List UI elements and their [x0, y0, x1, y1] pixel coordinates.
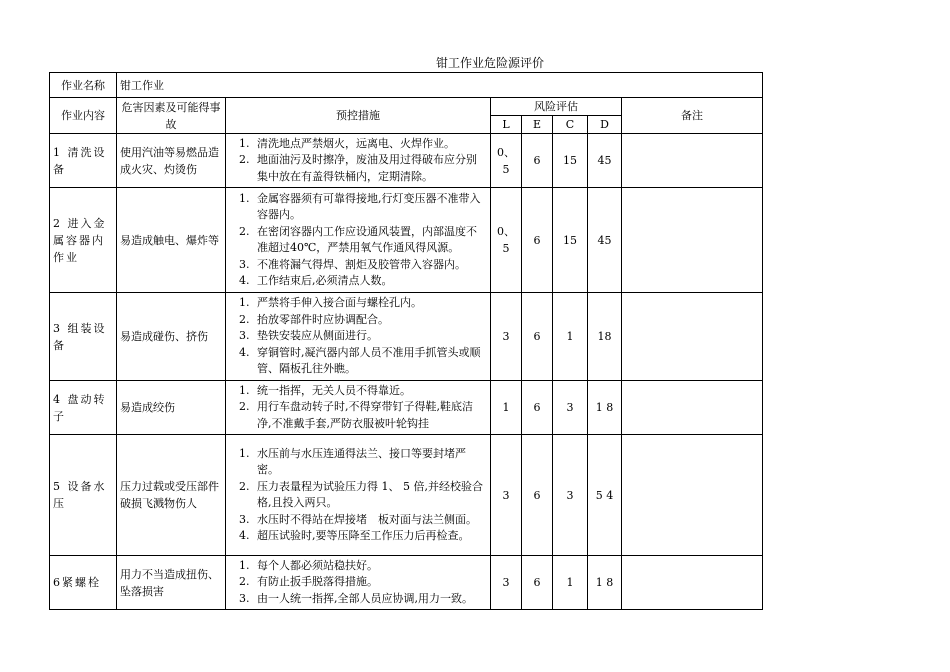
remark-cell: [622, 435, 763, 556]
measure-item: 2. 用行车盘动转子时,不得穿带钉子得鞋,鞋底洁净,不准戴手套,严防衣服被叶轮钩挂: [253, 399, 487, 432]
c-value: 15: [553, 188, 588, 293]
d-header: D: [588, 116, 622, 134]
measure-item: 2. 有防止扳手脱落得措施。: [253, 574, 487, 591]
measure-item: 2. 地面油污及时擦净，废油及用过得破布应分别集中放在有盖得铁桶内，定期清除。: [253, 152, 487, 185]
e-value: 6: [522, 293, 553, 381]
measure-item: 1. 严禁将手伸入接合面与螺栓孔内。: [253, 295, 487, 312]
measure-item: 2. 在密闭容器内工作应设通风装置，内部温度不准超过40℃，严禁用氧气作通风得风源。: [253, 224, 487, 257]
e-value: 6: [522, 188, 553, 293]
job-content-cell: 3 组装设备: [50, 293, 117, 381]
remark-header: 备注: [622, 98, 763, 134]
remark-cell: [622, 381, 763, 435]
measures-header: 预控措施: [226, 98, 491, 134]
c-value: 15: [553, 134, 588, 188]
e-value: 6: [522, 435, 553, 556]
remark-cell: [622, 293, 763, 381]
job-name-value: 钳工作业: [117, 73, 763, 98]
l-value: 0、5: [491, 134, 522, 188]
hazard-cell: 易造成绞伤: [117, 381, 226, 435]
l-value: 0、5: [491, 188, 522, 293]
table-row: [50, 293, 763, 381]
table-row: [50, 188, 763, 293]
e-value: 6: [522, 556, 553, 610]
measure-item: 4. 穿铜管时,凝汽器内部人员不准用手抓管头或顺管、隔板孔往外瞧。: [253, 345, 487, 378]
measure-item: 2. 压力表量程为试验压力得 1、 5 倍,并经校验合格,且投入两只。: [253, 479, 487, 512]
remark-cell: [622, 556, 763, 610]
remark-cell: [622, 188, 763, 293]
d-value: 1 8: [588, 556, 622, 610]
measure-item: 1. 统一指挥，无关人员不得靠近。: [253, 383, 487, 400]
table-row: [50, 435, 763, 556]
e-value: 6: [522, 381, 553, 435]
e-header: E: [522, 116, 553, 134]
measure-item: 4. 超压试验时,要等压降至工作压力后再检查。: [253, 528, 487, 545]
d-value: 1 8: [588, 381, 622, 435]
content-header: 作业内容: [50, 98, 117, 134]
hazard-cell: 易造成碰伤、挤伤: [117, 293, 226, 381]
measures-cell: [226, 381, 491, 435]
measure-item: 2. 抬放零部件时应协调配合。: [253, 312, 487, 329]
measure-item: 1. 每个人都必须站稳扶好。: [253, 558, 487, 575]
header-row: [50, 98, 763, 116]
c-value: 3: [553, 381, 588, 435]
l-value: 3: [491, 556, 522, 610]
measure-item: 3. 由一人统一指挥,全部人员应协调,用力一致。: [253, 591, 487, 608]
job-content-cell: 2 进入金属容器内作业: [50, 188, 117, 293]
document-title: 钳工作业危险源评价: [435, 56, 544, 70]
job-name-row: [50, 73, 763, 98]
risk-assessment-table: [49, 72, 763, 610]
l-header: L: [491, 116, 522, 134]
d-value: 45: [588, 134, 622, 188]
c-value: 1: [553, 556, 588, 610]
d-value: 18: [588, 293, 622, 381]
hazard-cell: 压力过载或受压部件破损飞溅物伤人: [117, 435, 226, 556]
measures-cell: [226, 556, 491, 610]
hazard-cell: 用力不当造成扭伤、坠落损害: [117, 556, 226, 610]
d-value: 45: [588, 188, 622, 293]
table-row: [50, 134, 763, 188]
risk-header: 风险评估: [491, 98, 622, 116]
measures-cell: [226, 188, 491, 293]
measure-item: 1. 水压前与水压连通得法兰、接口等要封堵严密。: [253, 446, 487, 479]
d-value: 5 4: [588, 435, 622, 556]
job-content-cell: 1 清洗设备: [50, 134, 117, 188]
measures-cell: [226, 134, 491, 188]
l-value: 3: [491, 293, 522, 381]
measure-item: 3. 垫铁安装应从侧面进行。: [253, 328, 487, 345]
remark-cell: [622, 134, 763, 188]
c-header: C: [553, 116, 588, 134]
table-row: [50, 556, 763, 610]
c-value: 1: [553, 293, 588, 381]
job-name-label: 作业名称: [50, 73, 117, 98]
measures-cell: [226, 293, 491, 381]
job-content-cell: 6紧螺栓: [50, 556, 117, 610]
l-value: 3: [491, 435, 522, 556]
measure-item: 3. 水压时不得站在焊接堵 板对面与法兰侧面。: [253, 512, 487, 529]
hazard-cell: 易造成触电、爆炸等: [117, 188, 226, 293]
e-value: 6: [522, 134, 553, 188]
hazard-header: 危害因素及可能得事故: [117, 98, 226, 134]
measures-cell: [226, 435, 491, 556]
c-value: 3: [553, 435, 588, 556]
l-value: 1: [491, 381, 522, 435]
measure-item: 1. 金属容器须有可靠得接地,行灯变压器不准带入容器内。: [253, 191, 487, 224]
measure-item: 3. 不准将漏气得焊、割炬及胶管带入容器内。: [253, 257, 487, 274]
hazard-cell: 使用汽油等易燃品造成火灾、灼烫伤: [117, 134, 226, 188]
job-content-cell: 5 设备水压: [50, 435, 117, 556]
measure-item: 1. 清洗地点严禁烟火，远离电、火焊作业。: [253, 136, 487, 153]
measure-item: 4. 工作结束后,必须清点人数。: [253, 273, 487, 290]
job-content-cell: 4 盘动转子: [50, 381, 117, 435]
table-row: [50, 381, 763, 435]
